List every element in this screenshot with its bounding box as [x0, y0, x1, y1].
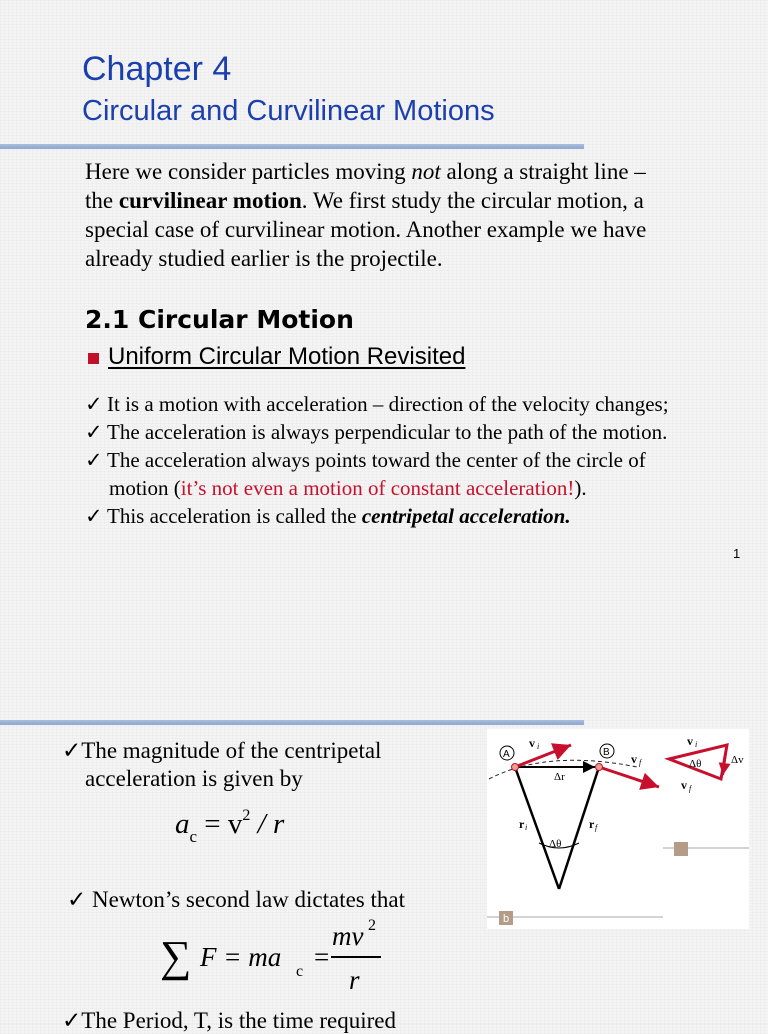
- label-delta-r: Δr: [554, 771, 565, 783]
- check-icon: ✓: [85, 420, 103, 444]
- check-icon: ✓: [85, 392, 103, 416]
- label-vi: v: [529, 736, 535, 750]
- point-b: [596, 764, 603, 771]
- chapter-title: Chapter 4: [82, 50, 232, 88]
- intro-line-3: special case of curvilinear motion. Another example we have: [85, 217, 647, 242]
- red-emphasis-text: it’s not even a motion of constant acceleration!: [180, 476, 575, 500]
- bullet-text: Uniform Circular Motion Revisited: [108, 343, 466, 370]
- slide2-line-4: ✓The Period, T, is the time required: [62, 1008, 396, 1033]
- chapter-subtitle: Circular and Curvilinear Motions: [82, 95, 495, 127]
- intro-paragraph: [85, 157, 725, 273]
- centripetal-equation: $a_c = v^2 / r$: [175, 807, 285, 846]
- label-b: B: [603, 747, 610, 758]
- vi-arrow: [515, 745, 571, 767]
- point-a: [512, 764, 519, 771]
- page-number: 1: [733, 546, 741, 561]
- check-item-3: ✓ The acceleration always points toward the center of the circle of: [85, 448, 646, 472]
- label-vi-sub: i: [537, 742, 540, 751]
- title-divider: [0, 144, 584, 149]
- tri-label-vi-sub: i: [695, 740, 698, 749]
- tri-label-vf: v: [681, 778, 687, 792]
- label-vf-sub: f: [639, 758, 642, 767]
- slide2-line-2: acceleration is given by: [85, 766, 303, 791]
- slide2-line-3: ✓ Newton’s second law dictates that: [67, 887, 405, 912]
- intro-line-4: already studied earlier is the projectile.: [85, 246, 443, 271]
- fraction-bar: [331, 956, 381, 958]
- check-item-2: ✓ The acceleration is always perpendicular to the path of the motion.: [85, 420, 668, 444]
- intro-line-2: the curvilinear motion. We first study the circular motion, a: [85, 188, 644, 213]
- newton-equation: ∑ F = ma c = mv 2 r: [160, 925, 400, 1005]
- check-item-4: ✓ This acceleration is called the centripetal acceleration.: [85, 504, 571, 528]
- red-square-bullet-icon: [88, 353, 99, 364]
- label-rf: r: [589, 817, 595, 831]
- label-a: A: [503, 749, 510, 760]
- label-ri-sub: i: [525, 823, 528, 832]
- tri-label-vf-sub: f: [689, 784, 692, 793]
- tri-label-delta-v: Δv: [731, 754, 744, 766]
- check-item-3-continued: motion (it’s not even a motion of constant acceleration!).: [109, 476, 587, 500]
- section-heading: 2.1 Circular Motion: [85, 305, 354, 334]
- tri-label-delta-theta: Δθ: [689, 758, 702, 770]
- slide2-divider: [0, 720, 584, 725]
- slide2-line-1: ✓The magnitude of the centripetal: [62, 738, 382, 763]
- label-rf-sub: f: [595, 823, 598, 832]
- check-item-1: ✓ It is a motion with acceleration – direction of the velocity changes;: [85, 392, 669, 416]
- tag-c-label: c: [677, 853, 683, 865]
- tri-label-vi: v: [687, 734, 693, 748]
- tag-b-label: b: [503, 913, 510, 925]
- label-vf: v: [631, 752, 637, 766]
- check-icon: ✓: [85, 448, 103, 472]
- bullet-item: [88, 343, 465, 371]
- circular-motion-figure: [487, 729, 749, 929]
- vf-arrow: [599, 767, 659, 787]
- label-delta-theta: Δθ: [549, 838, 562, 850]
- intro-line-1: Here we consider particles moving not along a straight line –: [85, 159, 646, 184]
- label-ri: r: [519, 817, 525, 831]
- check-icon: ✓: [85, 504, 103, 528]
